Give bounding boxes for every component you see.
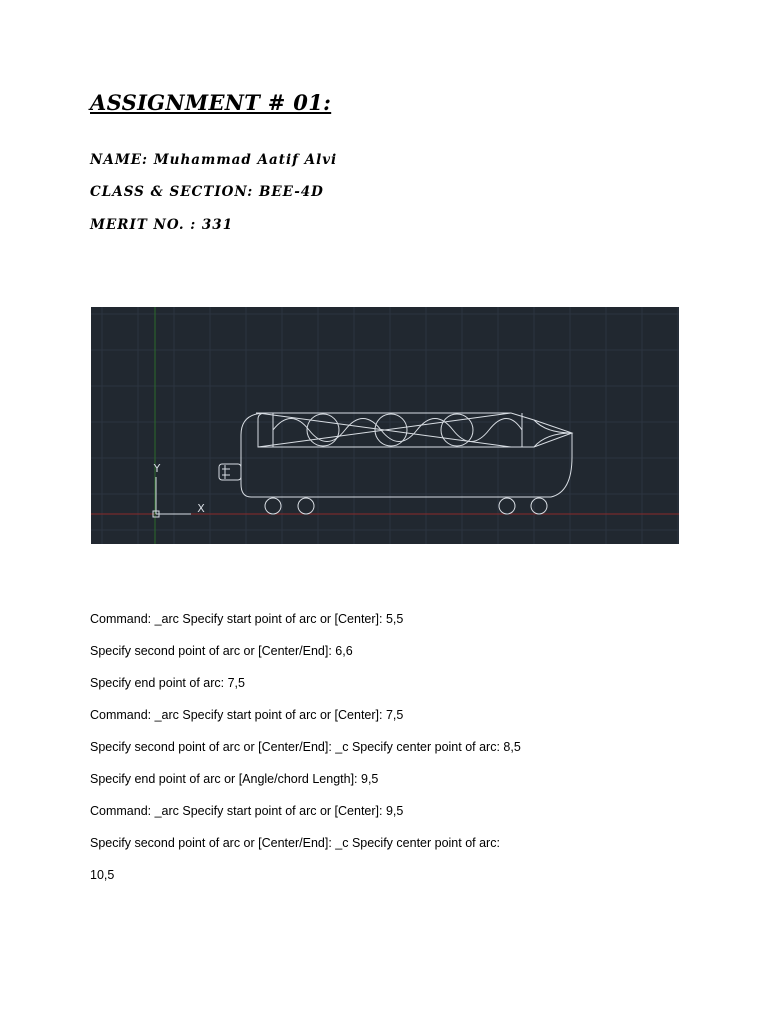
coupler xyxy=(219,464,241,480)
rear-curve xyxy=(241,413,266,447)
assignment-title: ASSIGNMENT # 01: xyxy=(90,90,332,115)
axis-y-label: Y xyxy=(153,462,161,475)
command-line: Specify second point of arc or [Center/End]: _c Specify center point of arc: 8,5 xyxy=(90,740,521,754)
command-line: Specify second point of arc or [Center/End]: 6,6 xyxy=(90,644,353,658)
command-line: Command: _arc Specify start point of arc or [Center]: 5,5 xyxy=(90,612,404,626)
nose-arc xyxy=(534,420,572,447)
upper-carriage xyxy=(256,413,572,447)
window-circle xyxy=(375,414,407,446)
command-line: Command: _arc Specify start point of arc or [Center]: 9,5 xyxy=(90,804,404,818)
wheel xyxy=(265,498,281,514)
student-name: NAME: Muhammad Aatif Alvi xyxy=(90,152,338,168)
command-line: Specify end point of arc: 7,5 xyxy=(90,676,245,690)
wheel xyxy=(499,498,515,514)
command-line: Command: _arc Specify start point of arc or [Center]: 7,5 xyxy=(90,708,404,722)
cad-drawing-screenshot xyxy=(91,307,679,544)
axis-x-label: X xyxy=(197,502,205,515)
ucs-icon xyxy=(153,477,191,517)
class-section: CLASS & SECTION: BEE-4D xyxy=(90,184,324,200)
cad-drawing-canvas xyxy=(91,307,679,544)
window-circle xyxy=(441,414,473,446)
train-drawing xyxy=(219,413,572,514)
command-line: 10,5 xyxy=(90,868,115,882)
command-line: Specify end point of arc or [Angle/chord Length]: 9,5 xyxy=(90,772,379,786)
wheel xyxy=(298,498,314,514)
command-line: Specify second point of arc or [Center/End]: _c Specify center point of arc: xyxy=(90,836,500,850)
wheel xyxy=(531,498,547,514)
cad-grid xyxy=(91,307,679,544)
merit-number: MERIT NO. : 331 xyxy=(90,217,234,233)
